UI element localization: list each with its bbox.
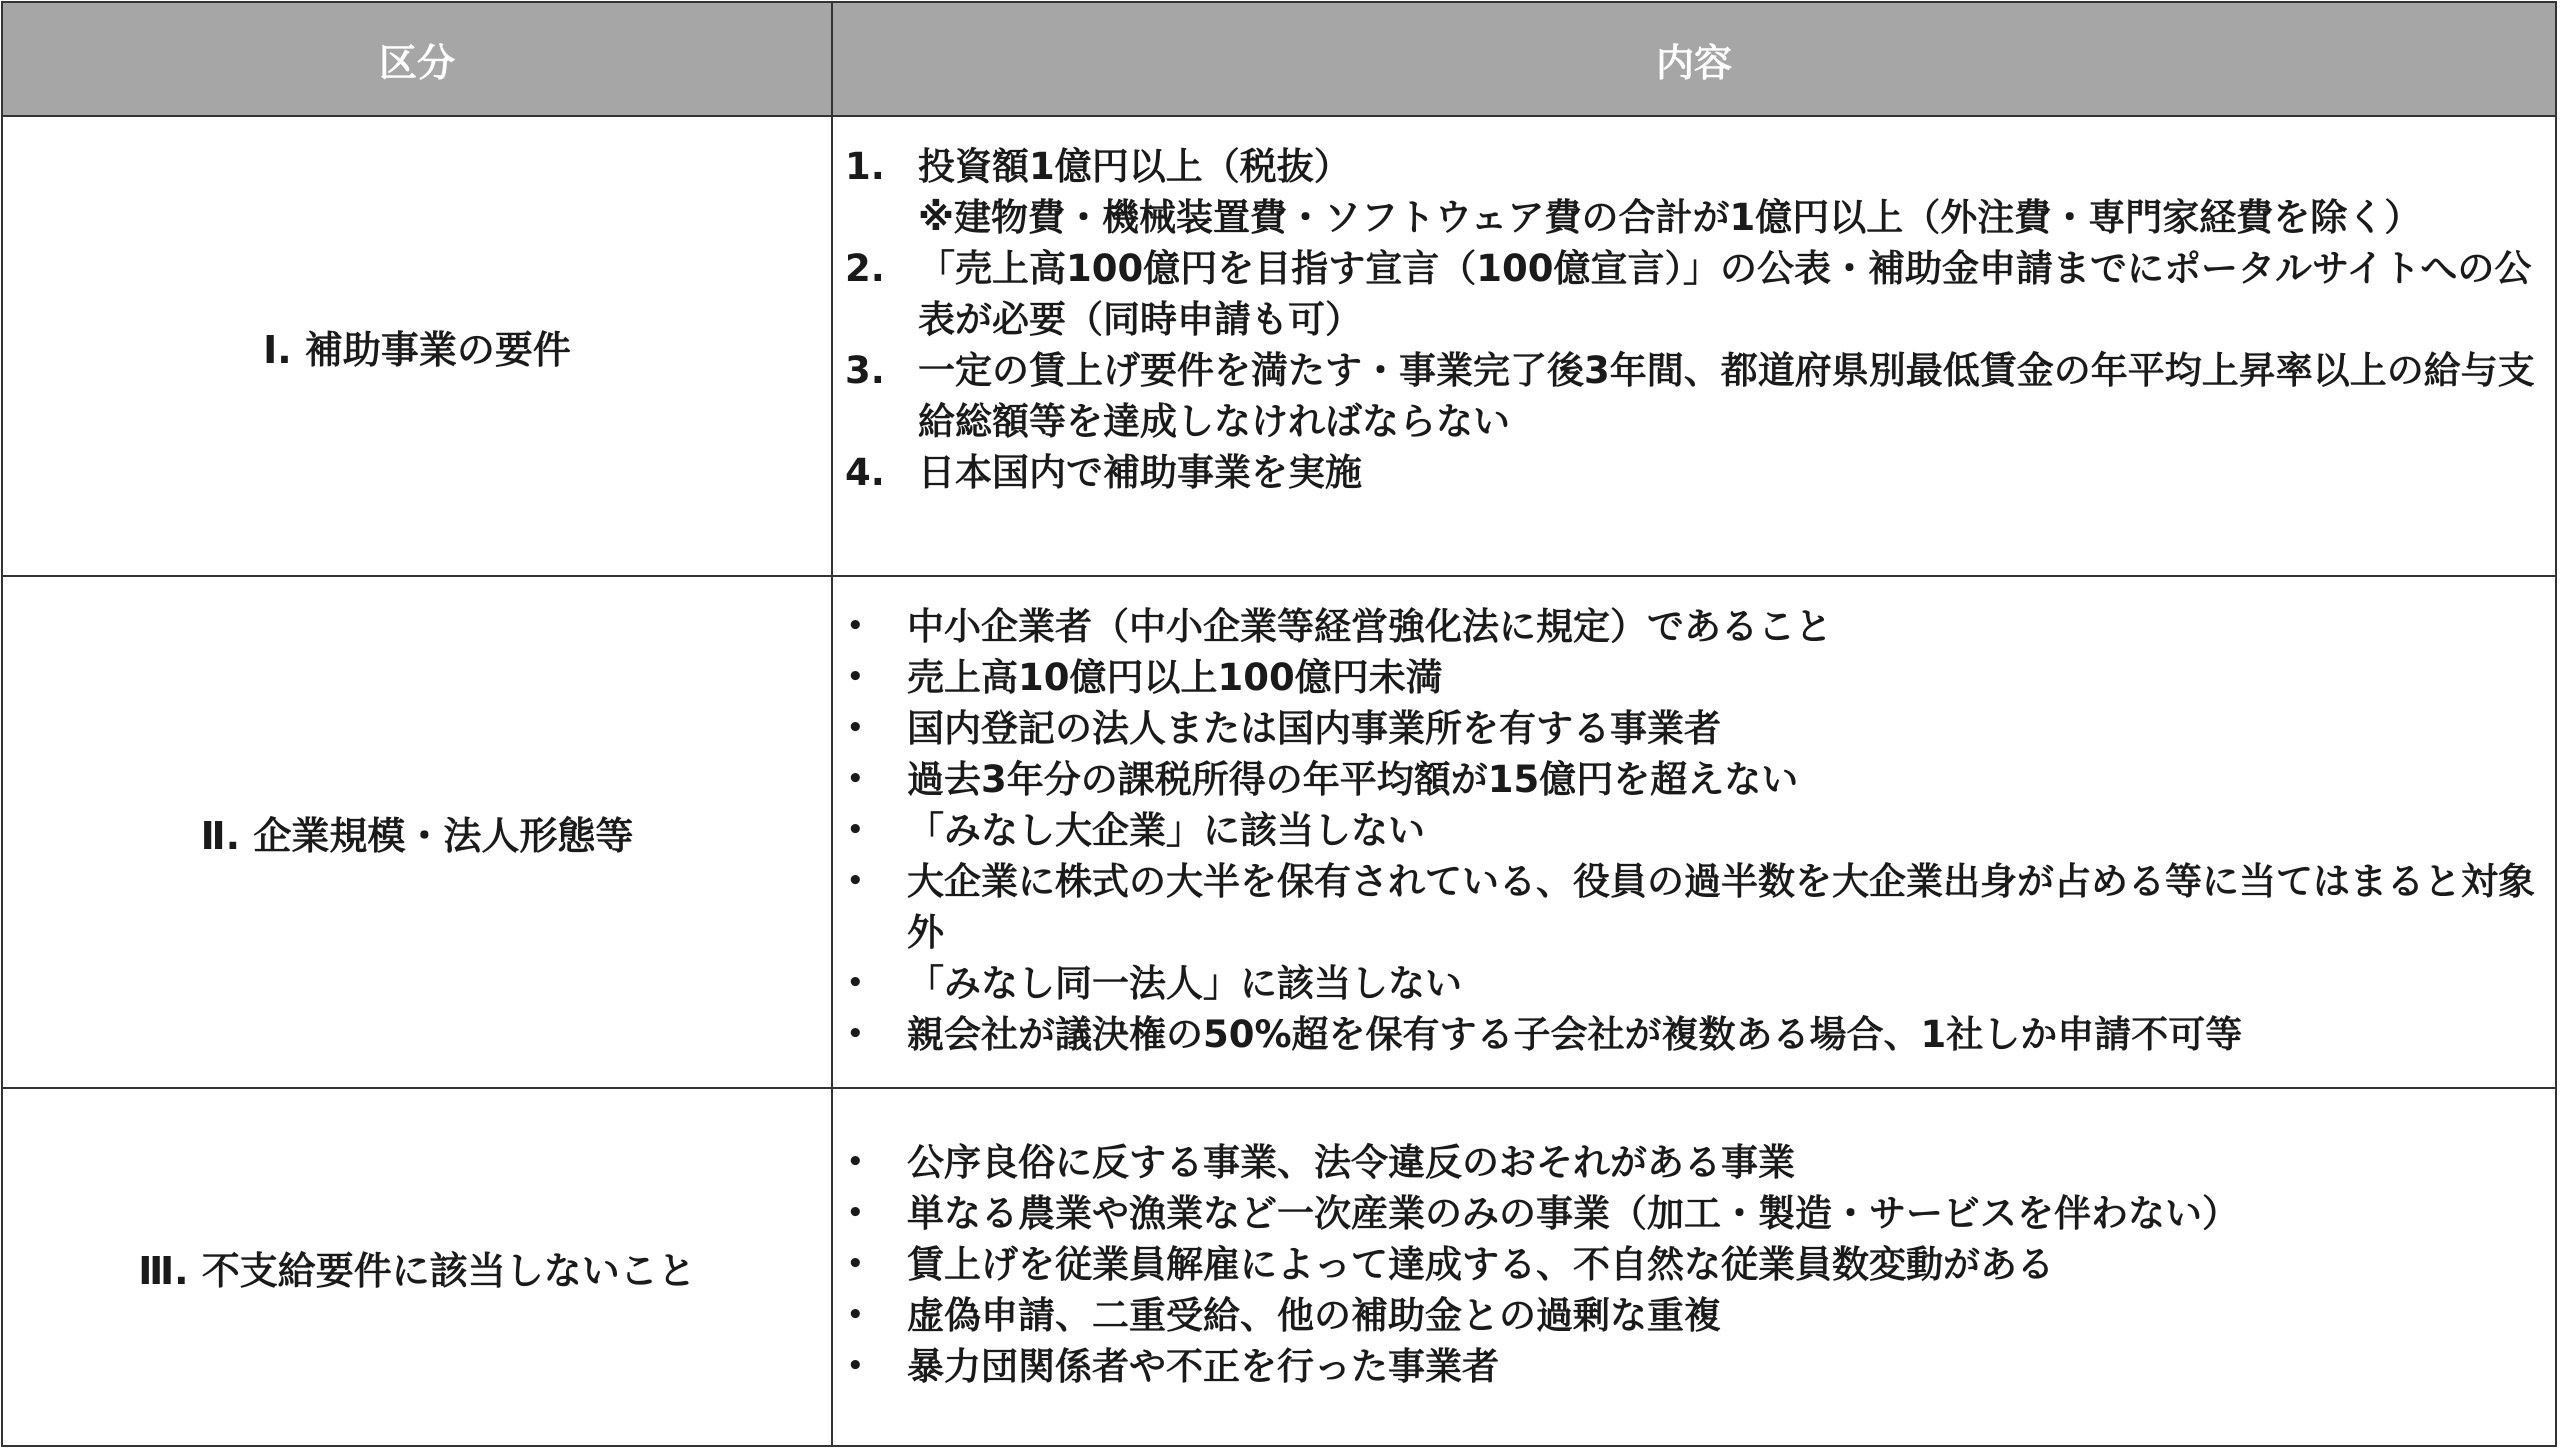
list-item-text: 一定の賃上げ要件を満たす・事業完了後3年間、都道府県別最低賃金の年平均上昇率以上の給与支給総額等を達成しなければならない [918,349,2535,443]
bullet-icon: • [847,815,864,845]
list-item-note [845,192,2535,243]
list-item-text: 虚偽申請、二重受給、他の補助金との過剰な重複 [907,1294,1721,1337]
list-item [845,652,2535,703]
list-item-text: 公序良俗に反する事業、法令違反のおそれがある事業 [907,1141,1795,1184]
bullet-icon: • [847,1147,864,1177]
content-cell [833,1089,2555,1445]
list-item [845,447,2535,498]
requirement-list [845,141,2535,498]
category-label: Ⅲ. 不支給要件に該当しないこと [138,1248,696,1293]
content-cell [833,117,2555,575]
category-cell [3,1089,833,1445]
list-item [845,141,2535,192]
list-item-text: 売上高10億円以上100億円未満 [907,656,1443,699]
bullet-icon: • [847,1019,864,1049]
bullet-icon: • [847,611,864,641]
table-row [3,117,2555,577]
bullet-icon: • [847,764,864,794]
list-number: 4. [845,451,885,494]
list-item [845,601,2535,652]
content-cell [833,577,2555,1087]
bullet-icon: • [847,968,864,998]
category-cell [3,117,833,575]
bullet-icon: • [847,1198,864,1228]
bullet-icon: • [847,1351,864,1381]
list-item [845,703,2535,754]
list-item-text: 親会社が議決権の50%超を保有する子会社が複数ある場合、1社しか申請不可等 [907,1013,2243,1056]
list-item-text: 賃上げを従業員解雇によって達成する、不自然な従業員数変動がある [907,1243,2054,1286]
list-item-text: 大企業に株式の大半を保有されている、役員の過半数を大企業出身が占める等に当てはまると対象外 [907,860,2535,954]
header-category: 区分 [3,3,833,115]
list-item-text: 投資額1億円以上（税抜） [918,145,1351,188]
bullet-icon: • [847,713,864,743]
category-label: Ⅱ. 企業規模・法人形態等 [200,813,634,858]
list-item-text: 中小企業者（中小企業等経営強化法に規定）であること [907,605,1832,648]
list-item [845,1137,2535,1188]
category-cell [3,577,833,1087]
table-header [3,3,2555,117]
list-item [845,1290,2535,1341]
requirement-list [845,1137,2535,1392]
list-item-text: 国内登記の法人または国内事業所を有する事業者 [907,707,1721,750]
list-number: 1. [845,145,885,188]
list-item [845,754,2535,805]
list-item [845,856,2535,958]
table-row [3,577,2555,1089]
list-item [845,243,2535,345]
list-item [845,958,2535,1009]
bullet-icon: • [847,1249,864,1279]
list-item [845,1009,2535,1060]
list-item-text: 「みなし大企業」に該当しない [907,809,1425,852]
list-item [845,1341,2535,1392]
bullet-icon: • [847,1300,864,1330]
list-item-text: 「売上高100億円を目指す宣言（100億宣言）」の公表・補助金申請までにポータルサイトへの公表が必要（同時申請も可） [918,247,2532,341]
list-item-text: 単なる農業や漁業など一次産業のみの事業（加工・製造・サービスを伴わない） [907,1192,2239,1235]
list-item-text: ※建物費・機械装置費・ソフトウェア費の合計が1億円以上（外注費・専門家経費を除く） [918,196,2422,239]
category-label: Ⅰ. 補助事業の要件 [263,327,571,372]
list-item [845,1239,2535,1290]
list-number: 2. [845,247,885,290]
bullet-icon: • [847,866,864,896]
requirement-list [845,601,2535,1060]
list-item [845,805,2535,856]
requirements-table [1,1,2557,1447]
list-item [845,345,2535,447]
header-content: 内容 [1655,40,1732,85]
bullet-icon: • [847,662,864,692]
list-item-text: 過去3年分の課税所得の年平均額が15億円を超えない [907,758,1799,801]
list-item-text: 「みなし同一法人」に該当しない [907,962,1462,1005]
list-number: 3. [845,349,885,392]
table-row [3,1089,2555,1445]
list-item-text: 日本国内で補助事業を実施 [918,451,1362,494]
list-item-text: 暴力団関係者や不正を行った事業者 [907,1345,1499,1388]
list-item [845,1188,2535,1239]
